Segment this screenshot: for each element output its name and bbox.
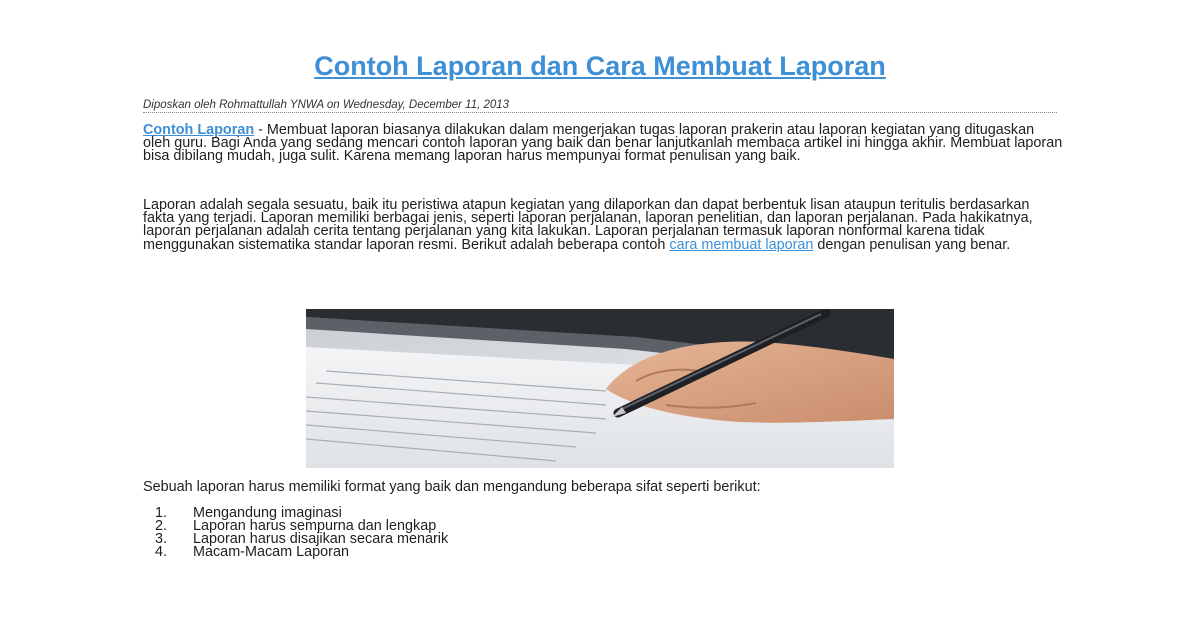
post-meta: Diposkan oleh Rohmattullah YNWA on Wednesday, December 11, 2013: [143, 99, 1057, 113]
list-number: 4.: [155, 544, 168, 560]
list-item-text: Laporan harus sempurna dan lengkap: [193, 518, 437, 534]
paragraph-format: Sebuah laporan harus memiliki format yang baik dan mengandung beberapa sifat seperti berikut:: [143, 479, 761, 495]
paragraph-definition-text: Laporan adalah segala sesuatu, baik itu peristiwa atapun kegiatan yang dilaporkan dan dapat berbentuk lisan ataupun teritulis berdasarkan fakta yang terjadi. Laporan memiliki berbagai jenis, seperti laporan perjalanan, laporan penelitian, dan laporan perjalanan. Pada hakikatnya, laporan perjalanan adalah cerita tentang perjalanan yang kita lakukan. Laporan perjalanan termasuk laporan nonformal karena tidak menggunakan sistematika standar laporan resmi. Berikut adalah beberapa contoh: [143, 197, 1033, 253]
list-number: 3.: [155, 531, 168, 547]
list-item-text: Mengandung imaginasi: [193, 505, 342, 521]
hand-writing-photo: [306, 309, 894, 468]
paragraph-intro-text: - Membuat laporan biasanya dilakukan dalam mengerjakan tugas laporan prakerin atau laporan kegiatan yang ditugaskan oleh guru. Bagi Anda yang sedang mencari contoh laporan yang baik dan benar lanjutkanlah membaca artikel ini hingga akhir. Membuat laporan bisa dibilang mudah, juga sulit. Karena memang laporan harus mempunyai format penulisan yang baik.: [143, 122, 1063, 165]
hand-writing-illustration: [306, 309, 894, 468]
paragraph-definition: [143, 199, 1063, 252]
article-title[interactable]: Contoh Laporan dan Cara Membuat Laporan: [314, 51, 886, 81]
paragraph-intro: [143, 124, 1063, 164]
cara-membuat-laporan-link[interactable]: cara membuat laporan: [669, 236, 814, 253]
list-item-text: Laporan harus disajikan secara menarik: [193, 531, 449, 547]
list-item-text: Macam-Macam Laporan: [193, 544, 349, 560]
list-item: [155, 546, 448, 559]
contoh-laporan-link[interactable]: Contoh Laporan: [143, 122, 255, 138]
requirements-list: [155, 507, 448, 559]
list-number: 2.: [155, 518, 168, 534]
list-number: 1.: [155, 505, 168, 521]
paragraph-definition-tail: dengan penulisan yang benar.: [813, 236, 1011, 253]
